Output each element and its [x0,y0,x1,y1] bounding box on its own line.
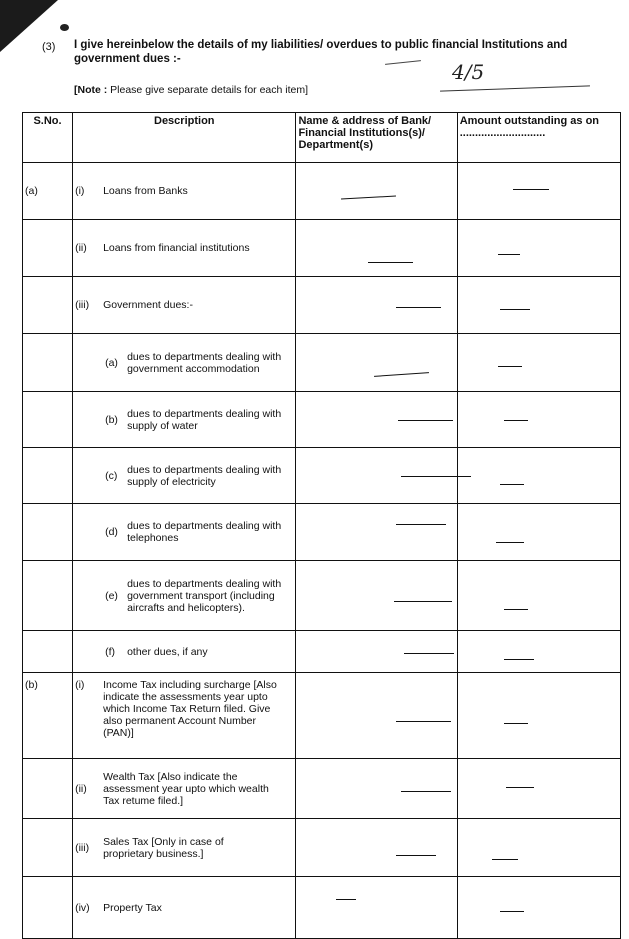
handwritten-dash [394,601,452,602]
table-row: (d) dues to departments dealing with telephones [23,504,621,561]
table-row: (ii) Loans from financial institutions [23,220,621,277]
handwritten-dash [396,524,446,525]
handwritten-dash [496,542,524,543]
table-row: (b) (i) Income Tax including surcharge [Also indicate the assessments year upto which Income Tax Return filed. Give also permanent Account Number (PAN)] [23,673,621,759]
handwritten-dash [396,307,441,308]
note [74,84,308,96]
handwritten-dash [398,420,453,421]
col-amount: Amount outstanding as on ............................ [457,113,620,163]
handwritten-dash [336,899,356,900]
handwritten-dash [513,189,549,190]
handwritten-dash [374,372,429,377]
table-row: (f) other dues, if any [23,631,621,673]
handwritten-dash [498,254,520,255]
page-mark: 4/5 [452,60,485,84]
page-mark-underline [440,85,590,91]
table-row: (iii) Government dues:- [23,277,621,334]
col-bank: Name & address of Bank/ Financial Institutions(s)/ Department(s) [296,113,457,163]
note-text: Please give separate details for each item] [110,84,309,96]
table-row: (iii) Sales Tax [Only in case of proprietary business.] [23,819,621,877]
ink-speck [60,24,69,31]
handwritten-dash [401,791,451,792]
handwritten-dash [341,196,396,200]
row-sno: (a) [23,163,73,220]
table-row: (a) dues to departments dealing with government accommodation [23,334,621,392]
table-row: (c) dues to departments dealing with supply of electricity [23,448,621,504]
item-number: (3) [42,41,56,53]
handwritten-dash [504,659,534,660]
table-row [23,163,621,220]
handwritten-dash [500,484,524,485]
handwritten-dash [504,609,528,610]
handwritten-dash [504,723,528,724]
table-row: (b) dues to departments dealing with supply of water [23,392,621,448]
handwritten-dash [498,366,522,367]
liabilities-table [22,112,621,939]
row-roman: (i) [75,185,85,197]
handwritten-dash [396,855,436,856]
table-row: (e) dues to departments dealing with government transport (including aircrafts and helicopters). [23,561,621,631]
handwritten-dash [506,787,534,788]
col-sno: S.No. [23,113,73,163]
handwritten-dash [396,721,451,722]
col-description: Description [73,113,296,163]
handwritten-dash [500,309,530,310]
handwritten-dash [504,420,528,421]
table-row: (ii) Wealth Tax [Also indicate the assessment year upto which wealth Tax retume filed.] [23,759,621,819]
handwritten-dash [404,653,454,654]
section-header [40,38,615,66]
note-label: [Note : [74,84,108,96]
table-row: (iv) Property Tax [23,877,621,939]
handwritten-dash [500,911,524,912]
handwritten-dash [368,262,413,263]
intro-text: I give hereinbelow the details of my liabilities/ overdues to public financial Institutions and government dues :- [74,39,568,65]
handwritten-dash [492,859,518,860]
row-text: Loans from Banks [103,185,188,197]
